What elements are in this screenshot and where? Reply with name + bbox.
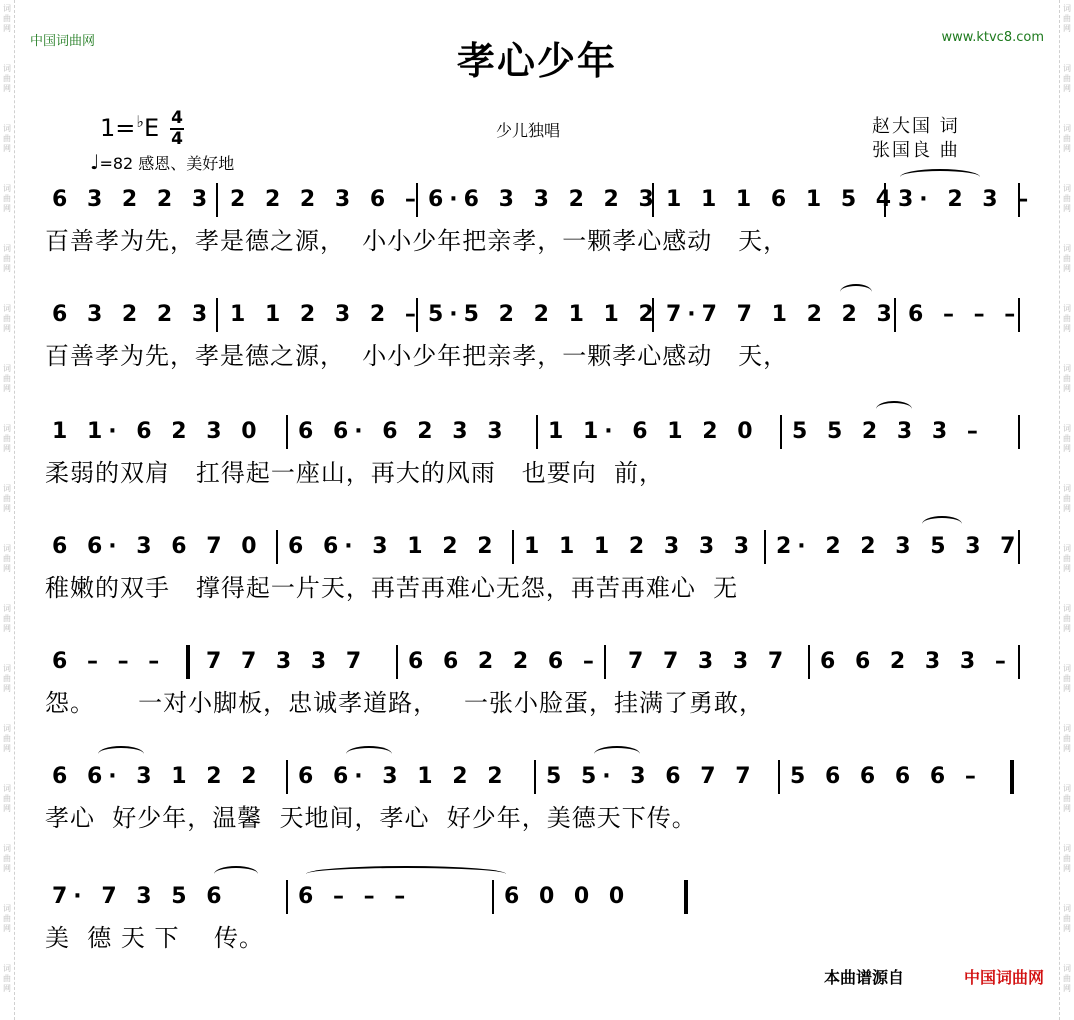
watermark-mark: 词 曲 网	[1063, 184, 1071, 213]
bar-line	[1018, 530, 1020, 564]
measure-notes: 6 – – –	[52, 649, 166, 674]
watermark-mark: 词 曲 网	[1063, 64, 1071, 93]
watermark-mark: 词 曲 网	[3, 904, 11, 933]
measure-notes: 5 5· 3 6 7 7	[546, 764, 757, 789]
watermark-mark: 词 曲 网	[1063, 484, 1071, 513]
song-title: 孝心少年	[456, 39, 617, 83]
measure-notes: 6 6· 3 1 2 2	[288, 534, 499, 559]
bar-line	[1018, 415, 1020, 449]
bar-line	[652, 183, 654, 217]
bar-line	[416, 298, 418, 332]
bar-line	[286, 415, 288, 449]
measure-notes: 3· 2 3 –	[898, 187, 1035, 212]
measure-notes: 7· 7 3 5 6	[52, 884, 228, 909]
measure-notes: 6 6· 3 6 7 0	[52, 534, 263, 559]
time-signature: 4 4	[171, 108, 183, 149]
composer-credit: 张国良 曲	[872, 140, 960, 161]
bar-line	[1010, 760, 1014, 794]
watermark-mark: 词 曲 网	[3, 544, 11, 573]
watermark-mark: 词 曲 网	[3, 484, 11, 513]
measure-notes: 6 6· 6 2 3 3	[298, 419, 509, 444]
measure-notes: 6 3 2 2 3	[52, 187, 214, 212]
measure-notes: 1 1· 6 1 2 0	[548, 419, 759, 444]
bar-line	[216, 298, 218, 332]
bar-line	[396, 645, 398, 679]
performer-label: 少儿独唱	[496, 121, 561, 140]
watermark-mark: 词 曲 网	[1063, 4, 1071, 33]
slur-mark	[594, 746, 640, 762]
bar-line	[512, 530, 514, 564]
watermark-mark: 词 曲 网	[1063, 424, 1071, 453]
watermark-mark: 词 曲 网	[3, 244, 11, 273]
watermark-mark: 词 曲 网	[1063, 784, 1071, 813]
slur-mark	[922, 516, 962, 532]
slur-mark	[98, 746, 144, 762]
measure-notes: 6 6 2 2 6 –	[408, 649, 600, 674]
bar-line	[1018, 298, 1020, 332]
watermark-mark: 词 曲 网	[1063, 724, 1071, 753]
lyrics-line: 百善孝为先，孝是德之源， 小小少年把亲孝，一颗孝心感动 天，	[45, 342, 789, 370]
watermark-mark: 词 曲 网	[3, 724, 11, 753]
bar-line	[808, 645, 810, 679]
lyrics-line: 柔弱的双肩 扛得起一座山，再大的风雨 也要向 前，	[45, 459, 665, 487]
measure-notes: 2· 2 2 3 5 3 7	[776, 534, 1022, 559]
measure-notes: 2 2 2 3 6 –	[230, 187, 422, 212]
watermark-mark: 词 曲 网	[1063, 244, 1071, 273]
watermark-mark: 词 曲 网	[3, 64, 11, 93]
watermark-mark: 词 曲 网	[3, 604, 11, 633]
measure-notes: 5·5 2 2 1 1 2	[428, 302, 660, 327]
tempo-marking: ♩=82 感恩、美好地	[90, 150, 235, 174]
measure-notes: 7·7 7 1 2 2 3	[666, 302, 898, 327]
measure-notes: 6 6· 3 1 2 2	[298, 764, 509, 789]
bar-line	[652, 298, 654, 332]
measure-notes: 6 – – –	[298, 884, 412, 909]
bar-line	[684, 880, 688, 914]
lyrics-line: 孝心 好少年，温馨 天地间，孝心 好少年，美德天下传。	[45, 804, 697, 832]
measure-notes: 7 7 3 3 7	[206, 649, 368, 674]
watermark-mark: 词 曲 网	[1063, 304, 1071, 333]
measure-notes: 6·6 3 3 2 2 3	[428, 187, 660, 212]
bar-line	[884, 183, 886, 217]
measure-notes: 1 1 1 2 3 3 3	[524, 534, 756, 559]
watermark-mark: 词 曲 网	[3, 424, 11, 453]
watermark-mark: 词 曲 网	[3, 124, 11, 153]
left-watermark-strip	[0, 0, 15, 1020]
lyricist-credit: 赵大国 词	[872, 116, 960, 137]
measure-notes: 7 7 3 3 7	[628, 649, 790, 674]
site-url-top-right[interactable]: www.ktvc8.com	[941, 30, 1044, 45]
bar-line	[286, 760, 288, 794]
measure-notes: 6 0 0 0	[504, 884, 631, 909]
watermark-mark: 词 曲 网	[1063, 664, 1071, 693]
quarter-note-icon: ♩	[90, 150, 100, 174]
bar-line	[534, 760, 536, 794]
bar-line	[286, 880, 288, 914]
right-watermark-strip	[1059, 0, 1074, 1020]
bar-line	[416, 183, 418, 217]
bar-line	[186, 645, 190, 679]
bar-line	[780, 415, 782, 449]
bar-line	[1018, 645, 1020, 679]
watermark-mark: 词 曲 网	[3, 664, 11, 693]
slur-mark	[346, 746, 392, 762]
watermark-mark: 词 曲 网	[1063, 844, 1071, 873]
measure-notes: 5 6 6 6 6 –	[790, 764, 982, 789]
measure-notes: 6 6 2 3 3 –	[820, 649, 1012, 674]
slur-mark	[876, 401, 912, 417]
site-name-top-left[interactable]: 中国词曲网	[30, 34, 96, 49]
bar-line	[492, 880, 494, 914]
watermark-mark: 词 曲 网	[1063, 124, 1071, 153]
watermark-mark: 词 曲 网	[1063, 964, 1071, 993]
watermark-mark: 词 曲 网	[3, 844, 11, 873]
slur-mark	[900, 169, 980, 185]
watermark-mark: 词 曲 网	[3, 304, 11, 333]
watermark-mark: 词 曲 网	[1063, 544, 1071, 573]
measure-notes: 5 5 2 3 3 –	[792, 419, 984, 444]
watermark-mark: 词 曲 网	[3, 964, 11, 993]
measure-notes: 6 3 2 2 3	[52, 302, 214, 327]
watermark-mark: 词 曲 网	[3, 184, 11, 213]
bar-line	[778, 760, 780, 794]
watermark-mark: 词 曲 网	[3, 784, 11, 813]
measure-notes: 1 1 2 3 2 –	[230, 302, 422, 327]
lyrics-line: 百善孝为先，孝是德之源， 小小少年把亲孝，一颗孝心感动 天，	[45, 227, 789, 255]
bar-line	[604, 645, 606, 679]
slur-mark	[306, 866, 506, 882]
lyrics-line: 怨。 一对小脚板，忠诚孝道路， 一张小脸蛋，挂满了勇敢，	[45, 689, 765, 717]
measure-notes: 6 6· 3 1 2 2	[52, 764, 263, 789]
source-label: 本曲谱源自	[823, 968, 904, 987]
lyrics-line: 美 德 天 下 传。	[45, 924, 265, 952]
watermark-mark: 词 曲 网	[3, 4, 11, 33]
lyrics-line: 稚嫩的双手 撑得起一片天，再苦再难心无怨，再苦再难心 无	[45, 574, 739, 602]
bar-line	[764, 530, 766, 564]
measure-notes: 6 – – –	[908, 302, 1022, 327]
measure-notes: 1 1 1 6 1 5 4	[666, 187, 898, 212]
source-site-link[interactable]: 中国词曲网	[963, 968, 1044, 987]
bar-line	[894, 298, 896, 332]
slur-mark	[840, 284, 872, 300]
bar-line	[276, 530, 278, 564]
watermark-mark: 词 曲 网	[1063, 604, 1071, 633]
bar-line	[536, 415, 538, 449]
measure-notes: 1 1· 6 2 3 0	[52, 419, 263, 444]
watermark-mark: 词 曲 网	[1063, 364, 1071, 393]
bar-line	[216, 183, 218, 217]
key-signature: 1=♭E	[100, 112, 160, 142]
bar-line	[1018, 183, 1020, 217]
watermark-mark: 词 曲 网	[3, 364, 11, 393]
slur-mark	[214, 866, 258, 882]
watermark-mark: 词 曲 网	[1063, 904, 1071, 933]
